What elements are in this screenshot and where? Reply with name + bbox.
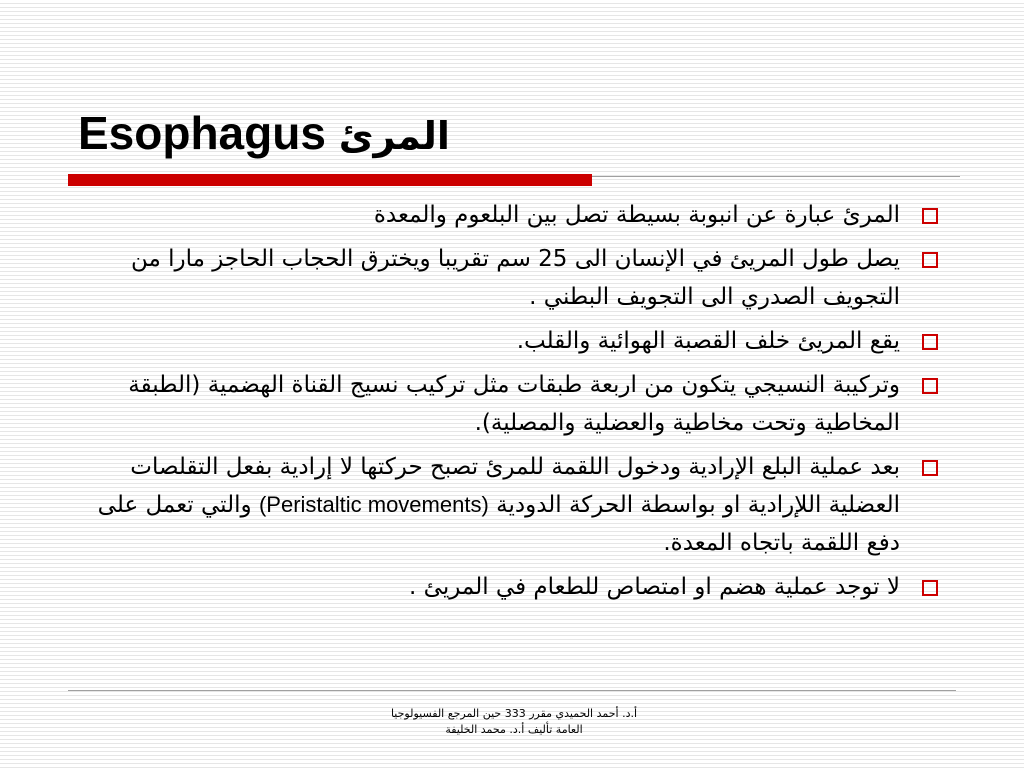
bullet-item [74,366,954,442]
bullet-item [74,322,954,360]
footer-line: أ.د. أحمد الحميدي مقرر 333 حين المرجع الفسيولوجيا [390,707,638,720]
title-underline-rule [592,176,960,177]
bullet-text: بعد عملية البلع الإرادية ودخول اللقمة للمرئ تصبح حركتها لا إرادية بفعل التقلصات العضلية اللإرادية او بواسطة الحركة الدودية [130,454,900,518]
footer-citation [334,706,694,738]
footer-rule [68,690,956,691]
bullet-list [74,196,954,612]
hollow-square-icon [922,252,938,268]
hollow-square-icon [922,208,938,224]
bullet-text: المرئ عبارة عن انبوبة بسيطة تصل بين البلعوم والمعدة [373,202,900,228]
bullet-item [74,568,954,606]
hollow-square-icon [922,460,938,476]
bullet-text: يصل طول المريئ في الإنسان الى 25 سم تقريبا ويخترق الحجاب الحاجز مارا من التجويف الصدري الى التجويف البطني . [130,246,900,310]
bullet-item [74,240,954,316]
bullet-item [74,196,954,234]
bullet-text-tail: والتي تعمل على دفع اللقمة باتجاه المعدة. [97,492,900,556]
bullet-item [74,448,954,562]
bullet-text: لا توجد عملية هضم او امتصاص للطعام في المريئ . [409,574,900,600]
title-arabic: المرئ [338,114,450,158]
bullet-text: يقع المريئ خلف القصبة الهوائية والقلب. [516,328,900,354]
hollow-square-icon [922,334,938,350]
hollow-square-icon [922,580,938,596]
slide-title [78,100,778,170]
footer-line: العامة تأليف أ.د. محمد الخليفة [445,723,583,736]
title-latin: Esophagus [78,107,326,159]
bullet-text: وتركيبة النسيجي يتكون من اربعة طبقات مثل تركيب نسيج القناة الهضمية (الطبقة المخاطية وتحت مخاطية والعضلية والمصلية). [128,372,900,436]
bullet-latin-term: (Peristaltic movements) [258,492,489,517]
title-underline-accent [68,174,592,186]
hollow-square-icon [922,378,938,394]
